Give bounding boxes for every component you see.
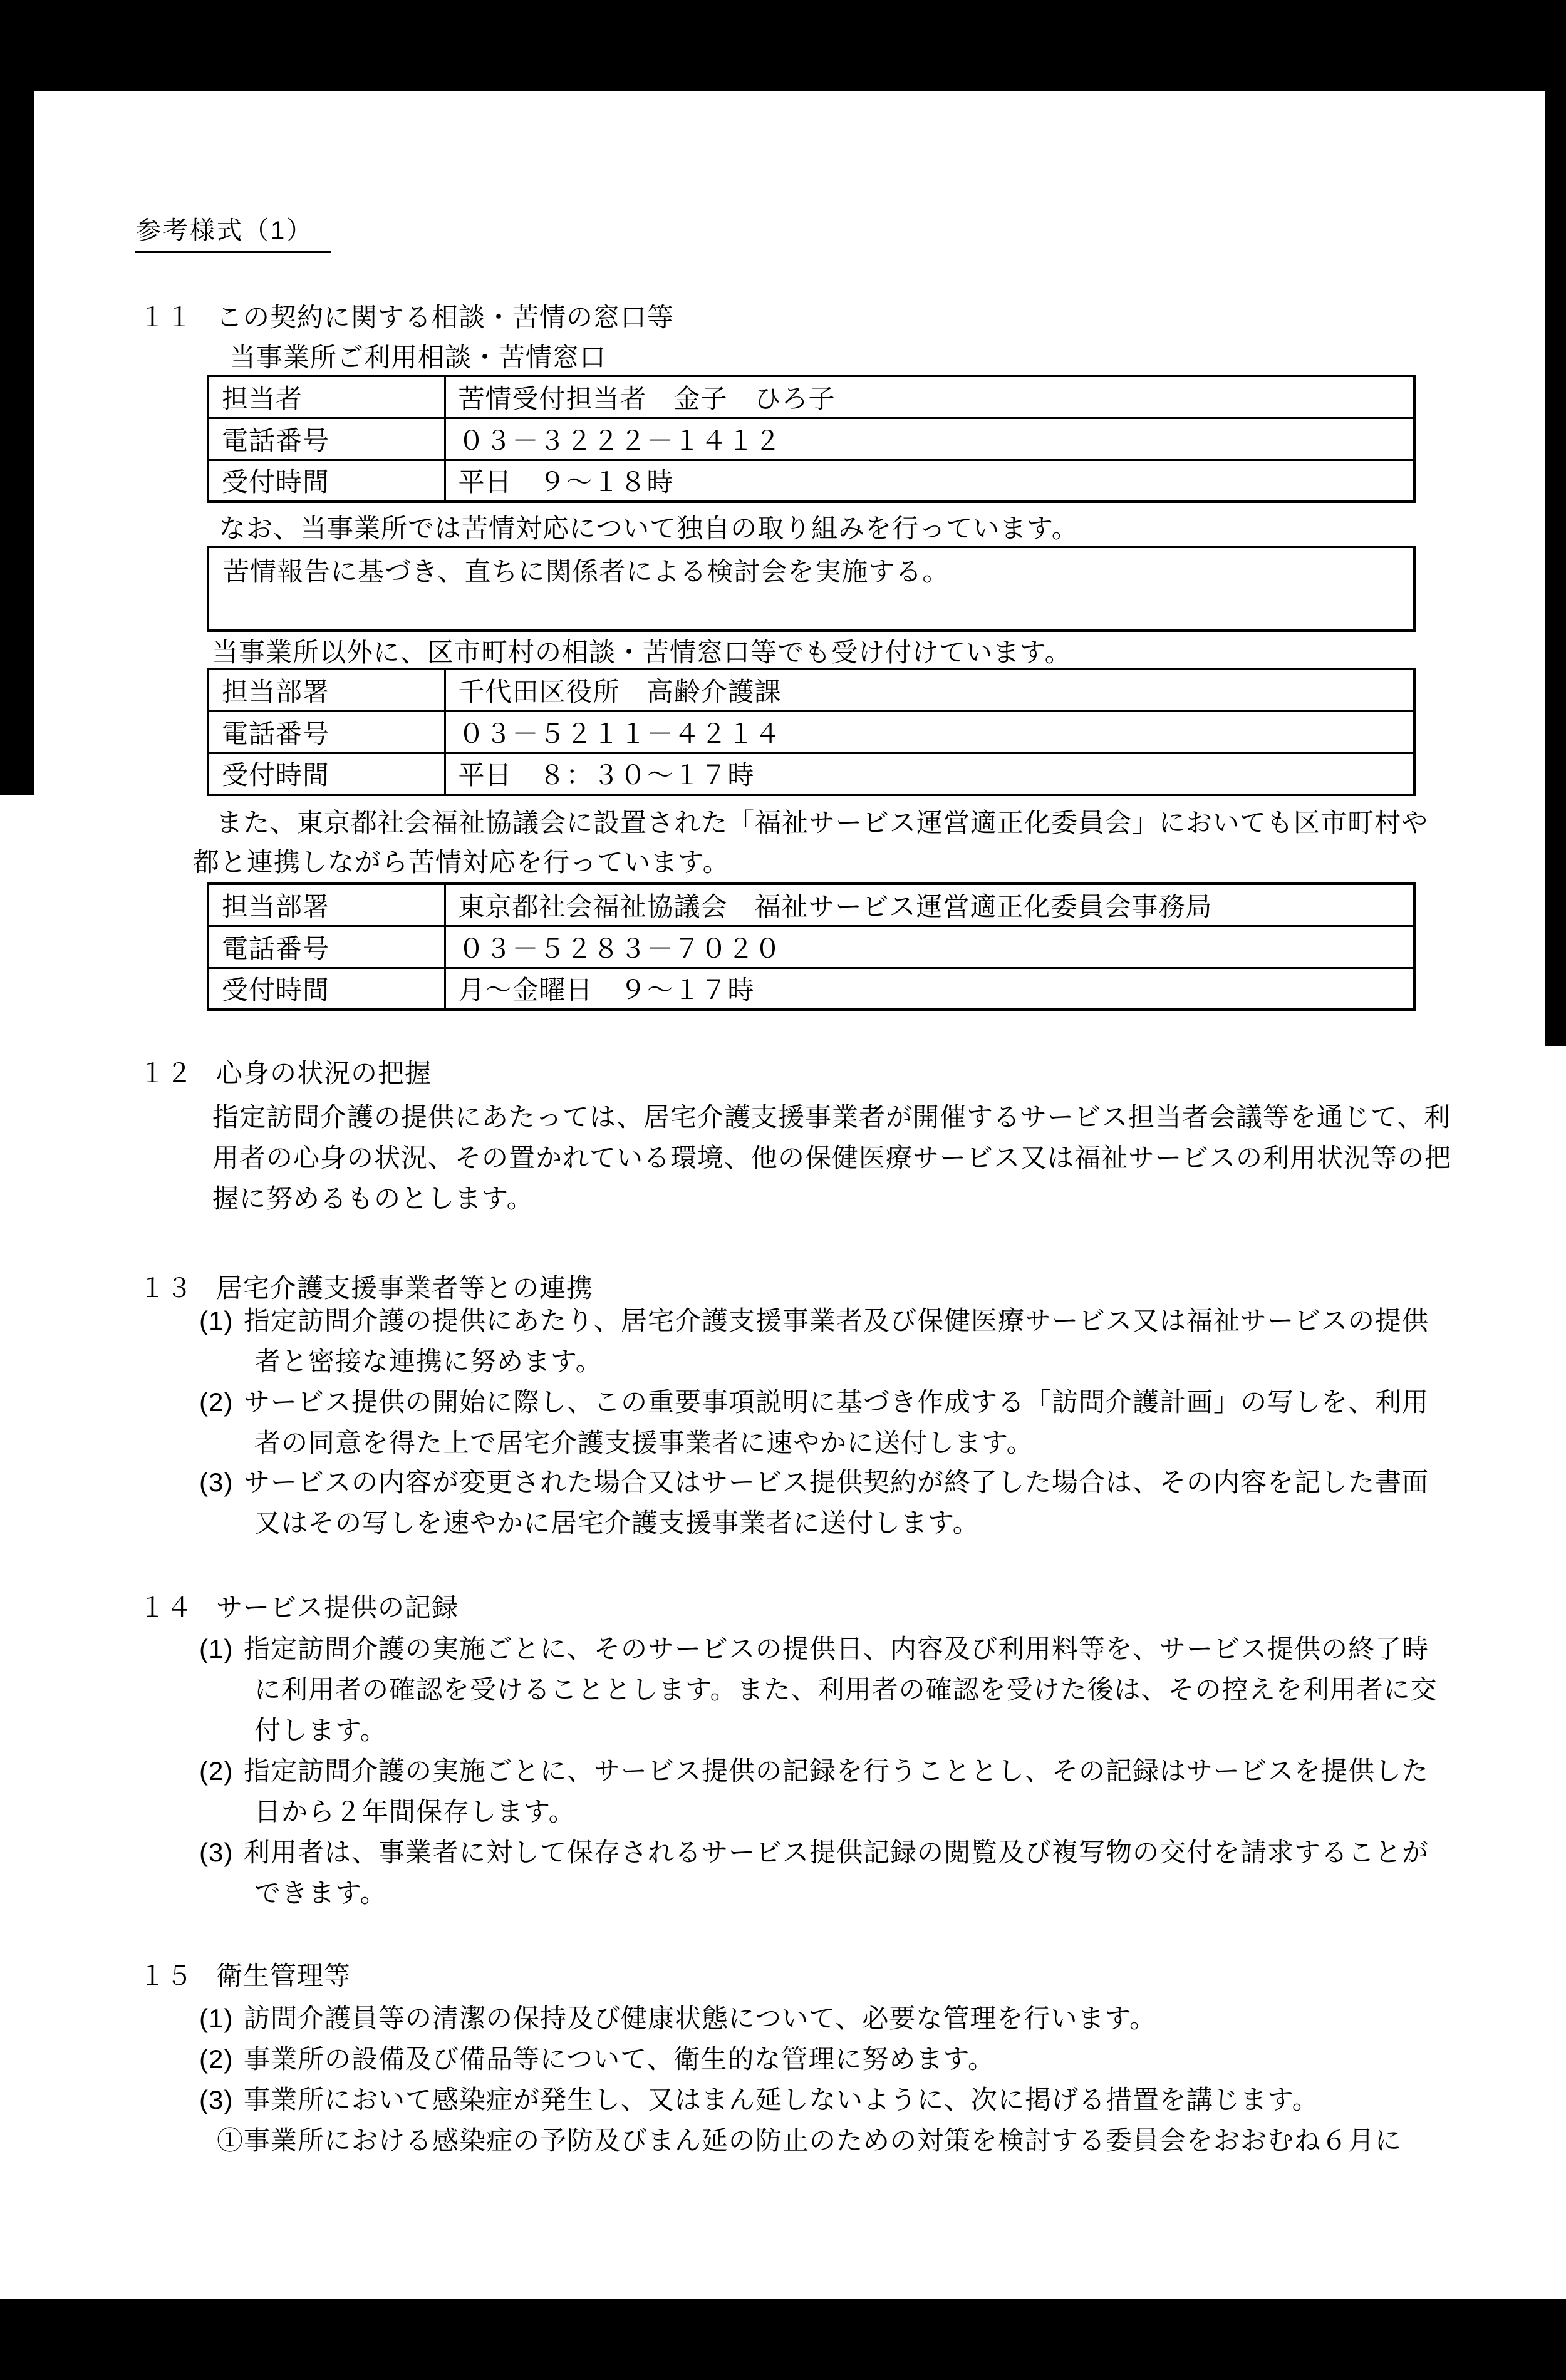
table-row [208, 968, 1414, 1010]
item-text-line: サービス提供の開始に際し、この重要事項説明に基づき作成する「訪問介護計画」の写しを、利用 [244, 1387, 1429, 1417]
item-text-line: 付します。 [254, 1715, 387, 1745]
section-title: 衛生管理等 [216, 1961, 351, 1990]
section-title: 心身の状況の把握 [216, 1058, 432, 1088]
item-marker: (1) [199, 1306, 234, 1335]
section-number: １３ [139, 1273, 194, 1303]
table-row [208, 669, 1414, 711]
row-label: 電話番号 [208, 418, 445, 460]
note-committee-line-1: また、東京都社会福祉協議会に設置された「福祉サービス運営適正化委員会」においても区市町村や [216, 808, 1429, 837]
item-text-line: 者と密接な連携に努めます。 [254, 1347, 603, 1376]
initiative-box [207, 546, 1416, 632]
scan-border-top [0, 0, 1566, 91]
form-label: 参考様式（1） [135, 217, 331, 253]
section-12-heading [139, 1057, 432, 1090]
scan-border-left [0, 91, 34, 795]
section-12-text-line: 用者の心身の状況、その置かれている環境、他の保健医療サービス又は福祉サービスの利用状況等の把 [212, 1143, 1452, 1172]
row-value: ０３－３２２２－１４１２ [445, 418, 1414, 460]
item-marker: (1) [199, 2004, 234, 2033]
item-text-line: できます。 [254, 1878, 387, 1908]
row-value: 平日 ８：３０～１７時 [445, 753, 1414, 795]
item-text-line: 指定訪問介護の提供にあたり、居宅介護支援事業者及び保健医療サービス又は福祉サービスの提供 [244, 1306, 1429, 1335]
item-text-line: 指定訪問介護の実施ごとに、そのサービスの提供日、内容及び利用料等を、サービス提供の終了時 [244, 1634, 1429, 1663]
row-label: 電話番号 [208, 711, 445, 753]
row-value: 千代田区役所 高齢介護課 [445, 669, 1414, 711]
section-12-text-line: 指定訪問介護の提供にあたっては、居宅介護支援事業者が開催するサービス担当者会議等を通じて、利 [212, 1102, 1451, 1132]
row-value: ０３－５２１１－４２１４ [445, 711, 1414, 753]
item-marker: (1) [199, 1634, 234, 1663]
row-value: ０３－５２８３－７０２０ [445, 926, 1414, 968]
item-text-line: 訪問介護員等の清潔の保持及び健康状態について、必要な管理を行います。 [244, 2004, 1156, 2033]
note-municipal-window: 当事業所以外に、区市町村の相談・苦情窓口等でも受け付けています。 [212, 638, 1072, 667]
row-value: 月～金曜日 ９～１７時 [445, 968, 1414, 1010]
office-complaint-table [207, 375, 1416, 503]
item-marker: (3) [199, 1467, 234, 1497]
section-13-heading [139, 1272, 593, 1305]
municipal-complaint-table [207, 668, 1416, 796]
item-text-line: 事業所において感染症が発生し、又はまん延しないように、次に掲げる措置を講じます。 [244, 2085, 1319, 2114]
row-label: 担当部署 [208, 669, 445, 711]
item-marker: (2) [199, 2044, 234, 2074]
section-14-heading [139, 1591, 459, 1624]
row-label: 電話番号 [208, 926, 445, 968]
item-marker: (2) [199, 1756, 234, 1786]
section-number: １４ [139, 1593, 194, 1622]
section-12-text-line: 握に努めるものとします。 [212, 1184, 534, 1213]
item-text-line: 又はその写しを速やかに居宅介護支援事業者に送付します。 [254, 1508, 980, 1538]
table-row [208, 753, 1414, 795]
item-marker: (3) [199, 2085, 234, 2114]
table-row [208, 376, 1414, 418]
item-marker: (2) [199, 1387, 234, 1417]
section-number: １５ [139, 1961, 194, 1990]
section-number: １１ [139, 303, 194, 332]
item-text-line: 事業所の設備及び備品等について、衛生的な管理に努めます。 [244, 2044, 995, 2074]
scan-border-bottom [0, 2299, 1566, 2380]
item-marker: (3) [199, 1838, 234, 1867]
table-row [208, 884, 1414, 926]
note-own-initiative: なお、当事業所では苦情対応について独自の取り組みを行っています。 [219, 514, 1079, 543]
section-number: １２ [139, 1058, 194, 1088]
row-label: 受付時間 [208, 753, 445, 795]
item-text-line: サービスの内容が変更された場合又はサービス提供契約が終了した場合は、その内容を記した書面 [244, 1467, 1429, 1497]
item-text-line: 利用者は、事業者に対して保存されるサービス提供記録の閲覧及び複写物の交付を請求することが [244, 1838, 1429, 1867]
section-title: この契約に関する相談・苦情の窓口等 [216, 303, 675, 332]
committee-table [207, 882, 1416, 1011]
item-text-line: 日から２年間保存します。 [254, 1797, 576, 1826]
table-row [208, 926, 1414, 968]
section-title: 居宅介護支援事業者等との連携 [216, 1273, 594, 1303]
item-text-line: 指定訪問介護の実施ごとに、サービス提供の記録を行うこととし、その記録はサービスを提供した [244, 1756, 1429, 1786]
row-label: 担当部署 [208, 884, 445, 926]
note-committee-line-2: 都と連携しながら苦情対応を行っています。 [193, 847, 730, 877]
row-value: 東京都社会福祉協議会 福祉サービス運営適正化委員会事務局 [445, 884, 1414, 926]
row-label: 受付時間 [208, 460, 445, 502]
table-row [208, 418, 1414, 460]
initiative-box-text: 苦情報告に基づき、直ちに関係者による検討会を実施する。 [223, 557, 950, 586]
table-row [208, 711, 1414, 753]
row-value: 平日 ９～１８時 [445, 460, 1414, 502]
infection-committee-subitem-line: ①事業所における感染症の予防及びまん延の防止のための対策を検討する委員会をおおむね６月に [217, 2126, 1403, 2155]
item-text-line: に利用者の確認を受けることとします。また、利用者の確認を受けた後は、その控えを利用者に交 [254, 1675, 1438, 1704]
section-15-heading [139, 1960, 351, 1992]
row-value: 苦情受付担当者 金子 ひろ子 [445, 376, 1414, 418]
section-title: サービス提供の記録 [216, 1593, 459, 1622]
row-label: 受付時間 [208, 968, 445, 1010]
table-row [208, 460, 1414, 502]
row-label: 担当者 [208, 376, 445, 418]
item-text-line: 者の同意を得た上で居宅介護支援事業者に速やかに送付します。 [254, 1428, 1034, 1457]
scan-border-right [1545, 91, 1566, 1046]
section-11-heading [139, 301, 674, 334]
complaint-window-subheading: 当事業所ご利用相談・苦情窓口 [229, 343, 607, 372]
